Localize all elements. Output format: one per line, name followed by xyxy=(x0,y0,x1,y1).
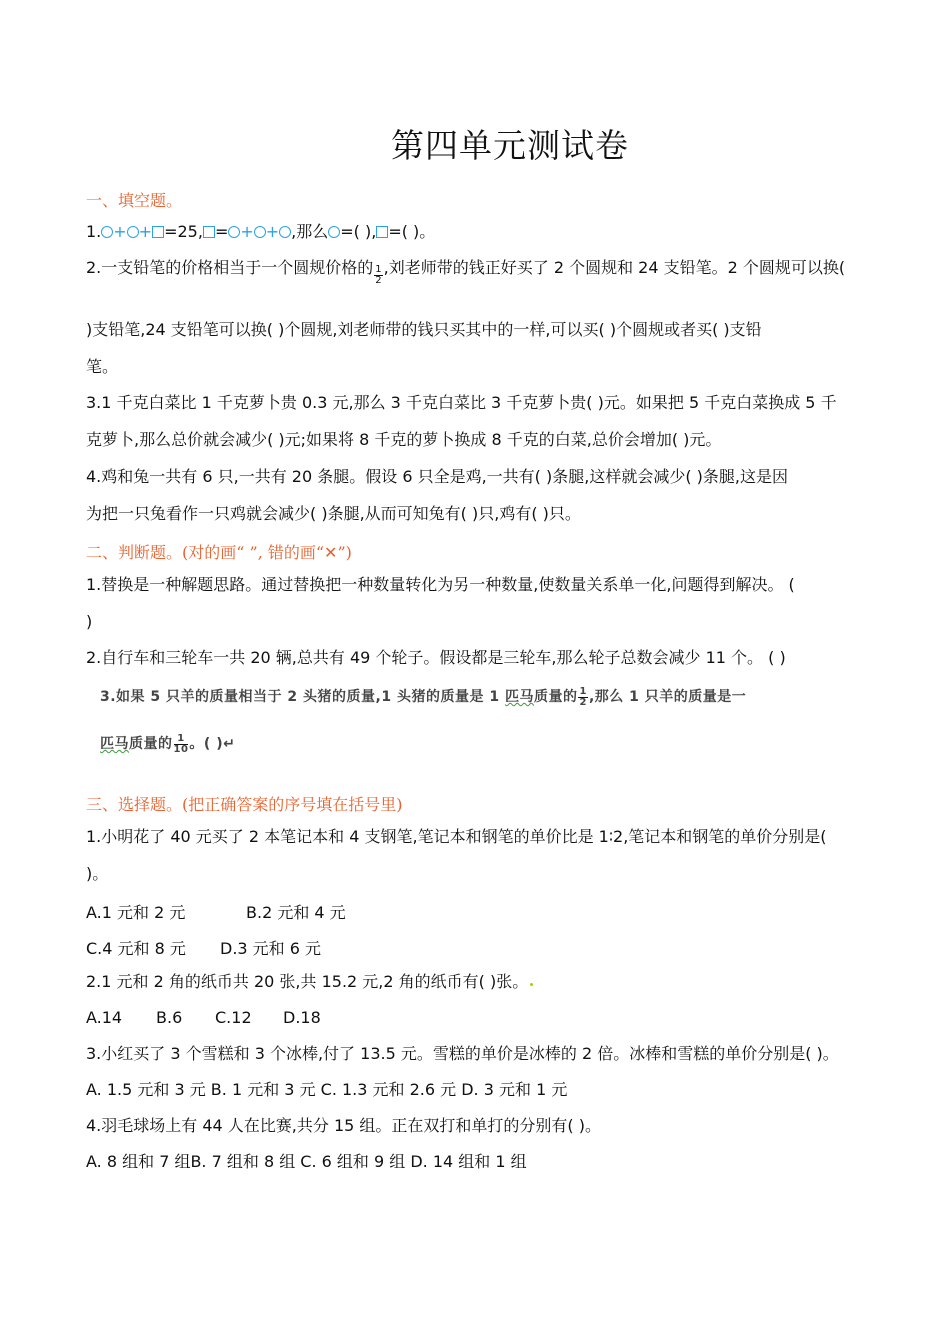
circle-icon xyxy=(228,226,240,238)
fraction: $\frac{1}{10}$ xyxy=(173,732,189,755)
square-icon xyxy=(152,226,164,238)
square-icon xyxy=(203,226,215,238)
question-1-2-line2: )支铅笔,24 支铅笔可以换( )个圆规,刘老师带的钱只买其中的一样,可以买( )个圆规或者买( )支铅 xyxy=(86,320,762,339)
question-1-3-line2: 克萝卜,那么总价就会减少( )元;如果将 8 千克的萝卜换成 8 千克的白菜,总价会增加( )元。 xyxy=(86,430,722,449)
question-1-4-line1: 4.鸡和兔一共有 6 只,一共有 20 条腿。假设 6 只全是鸡,一共有( )条腿,这样就会减少( )条腿,这是因 xyxy=(86,467,788,486)
option-d: D.18 xyxy=(283,1008,321,1027)
question-3-1-line1: 1.小明花了 40 元买了 2 本笔记本和 4 支钢笔,笔记本和钢笔的单价比是 1∶2,笔记本和钢笔的单价分别是( xyxy=(86,827,827,846)
question-3-3-line1: 3.小红买了 3 个雪糕和 3 个冰棒,付了 13.5 元。雪糕的单价是冰棒的 2 倍。冰棒和雪糕的单价分别是( )。 xyxy=(86,1044,839,1063)
square-icon xyxy=(376,226,388,238)
option-c: C.12 xyxy=(215,1008,252,1027)
circle-icon xyxy=(101,226,113,238)
option-d: D.3 元和 6 元 xyxy=(220,939,322,958)
section-multiple-choice-heading: 三、选择题。(把正确答案的序号填在括号里) xyxy=(86,795,403,814)
question-2-3-line2: 匹马质量的 $\frac{1}{10}$ 。( )↵ xyxy=(100,732,236,755)
option-b: B.2 元和 4 元 xyxy=(246,903,346,922)
circle-icon xyxy=(254,226,266,238)
fraction: $\frac{1}{2}$ xyxy=(375,264,382,286)
section-true-false-heading: 二、判断题。(对的画“ ”, 错的画“✕”) xyxy=(86,543,352,562)
question-2-1-line1: 1.替换是一种解题思路。通过替换把一种数量转化为另一种数量,使数量关系单一化,问题得到解决。 ( xyxy=(86,575,795,594)
option-a: A.14 xyxy=(86,1008,123,1027)
fraction: $\frac{1}{2}$ xyxy=(579,685,587,708)
question-2-1-line2: ) xyxy=(86,612,93,631)
section-fill-blank-heading: 一、填空题。 xyxy=(86,191,183,210)
question-3-4-line1: 4.羽毛球场上有 44 人在比赛,共分 15 组。正在双打和单打的分别有( )。 xyxy=(86,1116,601,1135)
option-c: C.4 元和 8 元 xyxy=(86,939,186,958)
question-3-3-options: A. 1.5 元和 3 元 B. 1 元和 3 元 C. 1.3 元和 2.6 元 D. 3 元和 1 元 xyxy=(86,1080,568,1099)
page-title: 第四单元测试卷 xyxy=(391,126,629,165)
circle-icon xyxy=(127,226,139,238)
option-b: B.6 xyxy=(156,1008,183,1027)
circle-icon xyxy=(279,226,291,238)
question-3-2-line1: 2.1 元和 2 角的纸币共 20 张,共 15.2 元,2 角的纸币有( )张。 xyxy=(86,971,533,993)
circle-icon xyxy=(328,226,340,238)
question-1-3-line1: 3.1 千克白菜比 1 千克萝卜贵 0.3 元,那么 3 千克白菜比 3 千克萝卜贵( )元。如果把 5 千克白菜换成 5 千 xyxy=(86,393,837,412)
question-1-4-line2: 为把一只兔看作一只鸡就会减少( )条腿,从而可知兔有( )只,鸡有( )只。 xyxy=(86,504,581,523)
question-1-1: 1. + + =25, = + + ,那么 =( ), =( )。 xyxy=(86,222,436,241)
question-2-2: 2.自行车和三轮车一共 20 辆,总共有 49 个轮子。假设都是三轮车,那么轮子总数会减少 11 个。 ( ) xyxy=(86,648,786,667)
option-a: A.1 元和 2 元 xyxy=(86,903,186,922)
question-2-3-line1: 3.如果 5 只羊的质量相当于 2 头猪的质量,1 头猪的质量是 1 匹马质量的 $\frac{1}{2}$ ,那么 1 只羊的质量是一 xyxy=(100,685,747,708)
question-1-2-line1: 2.一支铅笔的价格相当于一个圆规价格的 $\frac{1}{2}$ ,刘老师带的钱正好买了 2 个圆规和 24 支铅笔。2 个圆规可以换( xyxy=(86,258,846,286)
mark-dot xyxy=(530,983,533,986)
question-3-1-line2: )。 xyxy=(86,864,109,883)
question-3-4-options: A. 8 组和 7 组B. 7 组和 8 组 C. 6 组和 9 组 D. 14 组和 1 组 xyxy=(86,1152,527,1171)
question-1-2-line3: 笔。 xyxy=(86,357,119,376)
